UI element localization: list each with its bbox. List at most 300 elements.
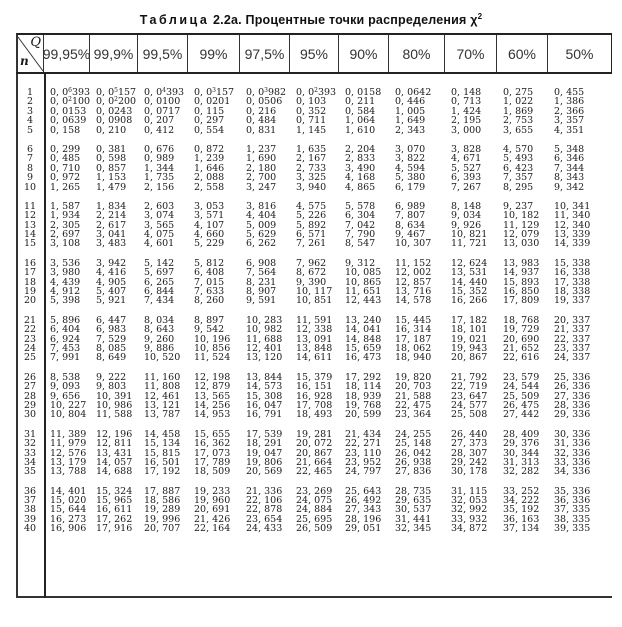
cell-value: 27, 343 — [345, 504, 382, 516]
cell-value: 13, 091 — [296, 333, 333, 345]
cell-value: 17, 916 — [96, 523, 133, 535]
cell-value: 12, 811 — [96, 438, 133, 450]
cell-value: 33, 252 — [503, 485, 540, 497]
table-cell — [389, 239, 445, 248]
table-cell — [188, 126, 240, 135]
cell-value: 0, 381 — [96, 143, 127, 155]
cell-value: 7, 962 — [296, 257, 327, 269]
cell-value: 6, 989 — [395, 200, 426, 212]
cell-value: 21, 652 — [503, 342, 540, 354]
table-cell — [497, 410, 548, 419]
cell-value: 1, 145 — [296, 124, 327, 136]
column-header: 99,9% — [90, 35, 138, 72]
table-cell — [445, 239, 497, 248]
cell-value: 32, 053 — [451, 495, 488, 507]
table-cell — [188, 524, 240, 533]
cell-value: 12, 002 — [395, 267, 432, 279]
cell-value: 18, 338 — [554, 286, 591, 298]
row-n-label: 6 — [26, 143, 34, 155]
table-cell — [445, 410, 497, 419]
cell-value: 23, 579 — [503, 371, 540, 383]
cell-value: 2, 733 — [296, 162, 327, 174]
cell-value: 3, 571 — [194, 210, 225, 222]
cell-value: 9, 222 — [96, 371, 127, 383]
cell-value: 7, 042 — [345, 219, 376, 231]
cell-value: 7, 015 — [194, 276, 225, 288]
cell-zero-count-superscript: 3 — [264, 87, 268, 94]
cell-value: 13, 121 — [144, 399, 181, 411]
cell-value: 19, 820 — [395, 371, 432, 383]
table-cell — [548, 410, 612, 419]
cell-value: 29, 242 — [451, 456, 488, 468]
row-n-label: 5 — [26, 124, 34, 136]
cell-value: 26, 440 — [451, 428, 488, 440]
cell-value: 4, 404 — [246, 210, 277, 222]
cell-value: 4, 905 — [96, 276, 127, 288]
cell-value: 5, 407 — [96, 286, 127, 298]
cell-value: 16, 266 — [451, 295, 488, 307]
cell-value: 1, 424 — [451, 105, 482, 117]
table-cell — [290, 467, 339, 476]
table-cell — [90, 126, 138, 135]
cell-value: 25, 643 — [345, 485, 382, 497]
row-n-label: 8 — [26, 162, 34, 174]
cell-value: 1, 735 — [144, 172, 175, 184]
cell-value: 13, 983 — [503, 257, 540, 269]
cell-value: 28, 307 — [451, 447, 488, 459]
cell-value: 10, 117 — [296, 286, 333, 298]
table-cell — [290, 183, 339, 192]
cell-value: 0, 0717 — [144, 105, 181, 117]
cell-value: 16, 906 — [50, 523, 87, 535]
table-cell — [445, 183, 497, 192]
cell-value: 13, 787 — [144, 409, 181, 421]
table-cell — [188, 296, 240, 305]
cell-value: 14, 953 — [194, 409, 231, 421]
cell-value: 19, 233 — [194, 485, 231, 497]
table-cell — [497, 183, 548, 192]
cell-value: 22, 475 — [395, 399, 432, 411]
cell-value-digits: 393 — [317, 87, 337, 98]
cell-value: 10, 341 — [554, 200, 591, 212]
table-cell — [290, 239, 339, 248]
cell-value: 0, 0639 — [50, 115, 87, 127]
row-n-label: 11 — [23, 200, 37, 212]
cell-value: 26, 475 — [503, 399, 540, 411]
cell-value: 16, 273 — [50, 513, 87, 525]
cell-value: 9, 034 — [451, 210, 482, 222]
cell-value: 23, 654 — [246, 513, 283, 525]
table-cell — [290, 296, 339, 305]
cell-value: 11, 979 — [50, 438, 87, 450]
table-cell — [240, 183, 290, 192]
cell-value: 6, 447 — [96, 314, 127, 326]
table-cell — [497, 353, 548, 362]
row-group — [16, 88, 612, 135]
cell-value: 13, 030 — [503, 238, 540, 250]
table-cell — [44, 296, 90, 305]
cell-value: 3, 108 — [50, 238, 81, 250]
cell-value: 13, 531 — [451, 267, 488, 279]
cell-value: 0, 872 — [194, 143, 225, 155]
cell-value: 13, 565 — [194, 390, 231, 402]
cell-value: 0, 0243 — [96, 105, 133, 117]
cell-value: 22, 271 — [345, 438, 382, 450]
cell-value: 14, 057 — [96, 456, 133, 468]
cell-value: 6, 571 — [296, 229, 327, 241]
cell-value: 22, 616 — [503, 352, 540, 364]
column-header: 70% — [445, 35, 497, 72]
cell-value: 17, 187 — [395, 333, 432, 345]
cell-value: 18, 940 — [395, 352, 432, 364]
cell-value: 4, 912 — [50, 286, 81, 298]
row-n-label: 36 — [23, 485, 37, 497]
chi-symbol: χ — [470, 13, 478, 28]
cell-value: 11, 524 — [194, 352, 231, 364]
cell-value: 17, 073 — [194, 447, 231, 459]
cell-value: 15, 815 — [144, 447, 181, 459]
title-prefix: Таблица — [139, 13, 210, 28]
cell-value: 3, 822 — [395, 153, 426, 165]
cell-value: 3, 490 — [345, 162, 376, 174]
cell-value: 24, 797 — [345, 466, 382, 478]
cell-value: 10, 982 — [246, 324, 283, 336]
cell-value: 34, 872 — [451, 523, 488, 535]
cell-value: 8, 538 — [50, 371, 81, 383]
row-n-label: 15 — [23, 238, 37, 250]
cell-value: 2, 180 — [246, 162, 277, 174]
cell-value: 3, 070 — [395, 143, 426, 155]
cell-value: 5, 229 — [194, 238, 225, 250]
cell-value: 16, 611 — [96, 504, 133, 516]
cell-value: 16, 473 — [345, 352, 382, 364]
cell-value: 15, 020 — [50, 495, 87, 507]
cell-value: 4, 351 — [554, 124, 585, 136]
cell-value: 5, 493 — [503, 153, 534, 165]
cell-value: 31, 313 — [503, 456, 540, 468]
cell-value: 31, 115 — [451, 485, 488, 497]
cell-value: 1, 934 — [50, 210, 81, 222]
cell-value: 2, 195 — [451, 115, 482, 127]
table-row — [16, 183, 612, 192]
row-n-label: 2 — [26, 96, 34, 108]
table-cell — [389, 126, 445, 135]
row-n-label: 26 — [23, 371, 37, 383]
corner-q-label: Q — [30, 35, 41, 50]
cell-value: 17, 809 — [503, 295, 540, 307]
cell-value: 3, 816 — [246, 200, 277, 212]
table-cell — [138, 524, 188, 533]
cell-value: 9, 342 — [554, 181, 585, 193]
table-cell — [497, 524, 548, 533]
cell-value: 8, 343 — [554, 172, 585, 184]
cell-value: 18, 493 — [296, 409, 333, 421]
cell-value: 34, 222 — [503, 495, 540, 507]
cell-value: 0, 0201 — [194, 96, 231, 108]
cell-value: 25, 695 — [296, 513, 333, 525]
cell-value: 1, 610 — [345, 124, 376, 136]
cell-value: 31, 441 — [395, 513, 432, 525]
cell-value: 3, 536 — [50, 257, 81, 269]
table-cell — [188, 353, 240, 362]
cell-value: 14, 339 — [554, 238, 591, 250]
cell-value: 18, 768 — [503, 314, 540, 326]
cell-value: 22, 878 — [246, 504, 283, 516]
cell-value: 24, 075 — [296, 495, 333, 507]
cell-value: 0, 0100 — [144, 96, 181, 108]
cell-value: 8, 643 — [144, 324, 175, 336]
cell-value: 19, 960 — [194, 495, 231, 507]
cell-value: 2, 343 — [395, 124, 426, 136]
row-n-label: 31 — [23, 428, 37, 440]
table-cell — [44, 239, 90, 248]
cell-value: 10, 085 — [345, 267, 382, 279]
cell-value: 16, 791 — [246, 409, 283, 421]
table-cell — [138, 467, 188, 476]
cell-value: 14, 573 — [246, 381, 283, 393]
cell-value: 1, 635 — [296, 143, 327, 155]
cell-value: 15, 644 — [50, 504, 87, 516]
table-cell — [138, 126, 188, 135]
cell-value: 3, 483 — [96, 238, 127, 250]
cell-value: 15, 965 — [96, 495, 133, 507]
row-group — [16, 373, 612, 420]
table-cell — [290, 410, 339, 419]
cell-value: 15, 893 — [503, 276, 540, 288]
cell-value: 10, 851 — [296, 295, 333, 307]
cell-value: 32, 282 — [503, 466, 540, 478]
table-cell — [90, 239, 138, 248]
cell-value: 3, 053 — [194, 200, 225, 212]
cell-value: 10, 986 — [96, 399, 133, 411]
cell-value: 6, 908 — [246, 257, 277, 269]
cell-value: 7, 790 — [345, 229, 376, 241]
table-cell — [339, 126, 389, 135]
cell-value: 32, 345 — [395, 523, 432, 535]
cell-value: 8, 231 — [246, 276, 277, 288]
cell-value: 8, 085 — [96, 342, 127, 354]
cell-value: 1, 386 — [554, 96, 585, 108]
cell-value: 6, 983 — [96, 324, 127, 336]
cell-value: 9, 093 — [50, 381, 81, 393]
cell-value: 0, 412 — [144, 124, 175, 136]
table-cell — [548, 296, 612, 305]
table-cell — [389, 353, 445, 362]
table-cell — [240, 239, 290, 248]
table-cell — [90, 183, 138, 192]
column-header: 99% — [188, 35, 240, 72]
cell-value: 27, 836 — [395, 466, 432, 478]
cell-value: 20, 867 — [296, 447, 333, 459]
cell-value: 7, 344 — [554, 162, 585, 174]
cell-value: 13, 431 — [96, 447, 133, 459]
cell-value: 2, 700 — [246, 172, 277, 184]
cell-value: 19, 047 — [246, 447, 283, 459]
cell-value: 8, 672 — [296, 267, 327, 279]
cell-value: 30, 178 — [451, 466, 488, 478]
corner-cell — [16, 35, 44, 72]
cell-value: 27, 373 — [451, 438, 488, 450]
cell-value: 11, 340 — [554, 210, 591, 222]
cell-value: 8, 148 — [451, 200, 482, 212]
cell-value: 10, 391 — [96, 390, 133, 402]
row-n-label: 34 — [23, 456, 37, 468]
cell-value: 2, 214 — [96, 210, 127, 222]
cell-value: 10, 227 — [50, 399, 87, 411]
table-cell — [240, 524, 290, 533]
cell-value: 17, 182 — [451, 314, 488, 326]
cell-value: 13, 716 — [395, 286, 432, 298]
cell-value: 2, 088 — [194, 172, 225, 184]
row-n-label: 17 — [23, 267, 37, 279]
cell-value: 10, 865 — [345, 276, 382, 288]
title-text: Процентные точки распределения — [245, 13, 467, 28]
cell-value-digits: 157 — [117, 87, 137, 98]
table-cell — [188, 467, 240, 476]
cell-value: 0, 713 — [451, 96, 482, 108]
cell-value: 30, 537 — [395, 504, 432, 516]
cell-value: 14, 256 — [194, 399, 231, 411]
table-cell — [497, 126, 548, 135]
cell-value: 27, 442 — [503, 409, 540, 421]
cell-value: 35, 192 — [503, 504, 540, 516]
cell-value: 5, 921 — [96, 295, 127, 307]
cell-value: 32, 336 — [554, 447, 591, 459]
cell-value: 39, 335 — [554, 523, 591, 535]
cell-value: 14, 611 — [296, 352, 333, 364]
cell-value: 10, 520 — [144, 352, 181, 364]
table-cell — [548, 239, 612, 248]
cell-value: 0, 0506 — [246, 96, 283, 108]
cell-value: 26, 509 — [296, 523, 333, 535]
table-cell — [339, 353, 389, 362]
cell-value: 12, 338 — [296, 324, 333, 336]
cell-value: 0, 299 — [50, 143, 81, 155]
cell-value: 36, 336 — [554, 495, 591, 507]
table-cell — [44, 183, 90, 192]
cell-value: 22, 719 — [451, 381, 488, 393]
cell-value: 21, 336 — [246, 485, 283, 497]
cell-value: 16, 501 — [144, 456, 181, 468]
cell-value: 7, 529 — [96, 333, 127, 345]
cell-value: 16, 151 — [296, 381, 333, 393]
cell-value: 1, 239 — [194, 153, 225, 165]
cell-value: 0, 103 — [296, 96, 327, 108]
cell-value: 12, 624 — [451, 257, 488, 269]
cell-value: 11, 389 — [50, 428, 87, 440]
column-header: 80% — [389, 35, 445, 72]
cell-value: 20, 599 — [345, 409, 382, 421]
row-n-label: 37 — [23, 495, 37, 507]
table-cell — [240, 126, 290, 135]
cell-value: 1, 344 — [144, 162, 175, 174]
column-header: 60% — [497, 35, 548, 72]
cell-value: 7, 261 — [296, 238, 327, 250]
row-n-label: 23 — [23, 333, 37, 345]
cell-value: 5, 009 — [246, 219, 277, 231]
row-n-label: 22 — [23, 324, 37, 336]
table-cell — [44, 524, 90, 533]
cell-value: 19, 729 — [503, 324, 540, 336]
cell-value: 0, 584 — [345, 105, 376, 117]
cell-value: 13, 844 — [246, 371, 283, 383]
cell-value: 3, 940 — [296, 181, 327, 193]
cell-value: 0, 676 — [144, 143, 175, 155]
cell-value: 5, 348 — [554, 143, 585, 155]
cell-value: 10, 821 — [451, 229, 488, 241]
cell-value: 18, 509 — [194, 466, 231, 478]
cell-value: 0, 0 — [296, 87, 315, 98]
cell-value: 17, 539 — [246, 428, 283, 440]
cell-value: 18, 062 — [395, 342, 432, 354]
row-n-label: 30 — [23, 409, 37, 421]
cell-value: 0, 148 — [451, 87, 482, 98]
cell-value: 4, 439 — [50, 276, 81, 288]
cell-value: 19, 289 — [144, 504, 181, 516]
cell-value: 2, 366 — [554, 105, 585, 117]
row-n-label: 28 — [23, 390, 37, 402]
cell-value: 4, 660 — [194, 229, 225, 241]
cell-value: 22, 106 — [246, 495, 283, 507]
cell-value: 18, 101 — [451, 324, 488, 336]
cell-value: 36, 163 — [503, 513, 540, 525]
cell-value: 23, 952 — [345, 456, 382, 468]
cell-value: 5, 812 — [194, 257, 225, 269]
cell-value: 5, 697 — [144, 267, 175, 279]
row-n-label: 13 — [23, 219, 37, 231]
table-cell — [445, 353, 497, 362]
table-cell — [138, 183, 188, 192]
row-group — [16, 145, 612, 192]
cell-value: 24, 884 — [296, 504, 333, 516]
cell-value: 12, 461 — [144, 390, 181, 402]
table-cell — [389, 467, 445, 476]
chi-superscript: 2 — [477, 12, 483, 21]
cell-value: 6, 844 — [144, 286, 175, 298]
table-row — [16, 467, 612, 476]
cell-value: 23, 269 — [296, 485, 333, 497]
cell-value: 0, 446 — [395, 96, 426, 108]
table-row — [16, 239, 612, 248]
cell-value: 0, 0158 — [345, 87, 382, 98]
cell-value: 6, 262 — [246, 238, 277, 250]
table-cell — [497, 296, 548, 305]
row-group — [16, 430, 612, 477]
cell-value: 12, 340 — [554, 219, 591, 231]
cell-value: 8, 907 — [246, 286, 277, 298]
table-cell — [389, 524, 445, 533]
cell-value: 19, 806 — [246, 456, 283, 468]
table-cell — [339, 410, 389, 419]
cell-value: 24, 544 — [503, 381, 540, 393]
table-cell — [389, 183, 445, 192]
table-cell — [548, 353, 612, 362]
cell-value: 6, 404 — [50, 324, 81, 336]
cell-value: 0, 0 — [194, 87, 213, 98]
cell-value: 0, 857 — [96, 162, 127, 174]
cell-value: 4, 570 — [503, 143, 534, 155]
cell-value: 12, 079 — [503, 229, 540, 241]
cell-value: 14, 848 — [345, 333, 382, 345]
table-cell — [445, 524, 497, 533]
table-cell — [90, 467, 138, 476]
cell-value: 2, 697 — [50, 229, 81, 241]
cell-value: 0, 989 — [144, 153, 175, 165]
cell-value: 5, 380 — [395, 172, 426, 184]
row-n-label: 20 — [23, 295, 37, 307]
table-cell — [240, 467, 290, 476]
cell-value: 21, 664 — [296, 456, 333, 468]
